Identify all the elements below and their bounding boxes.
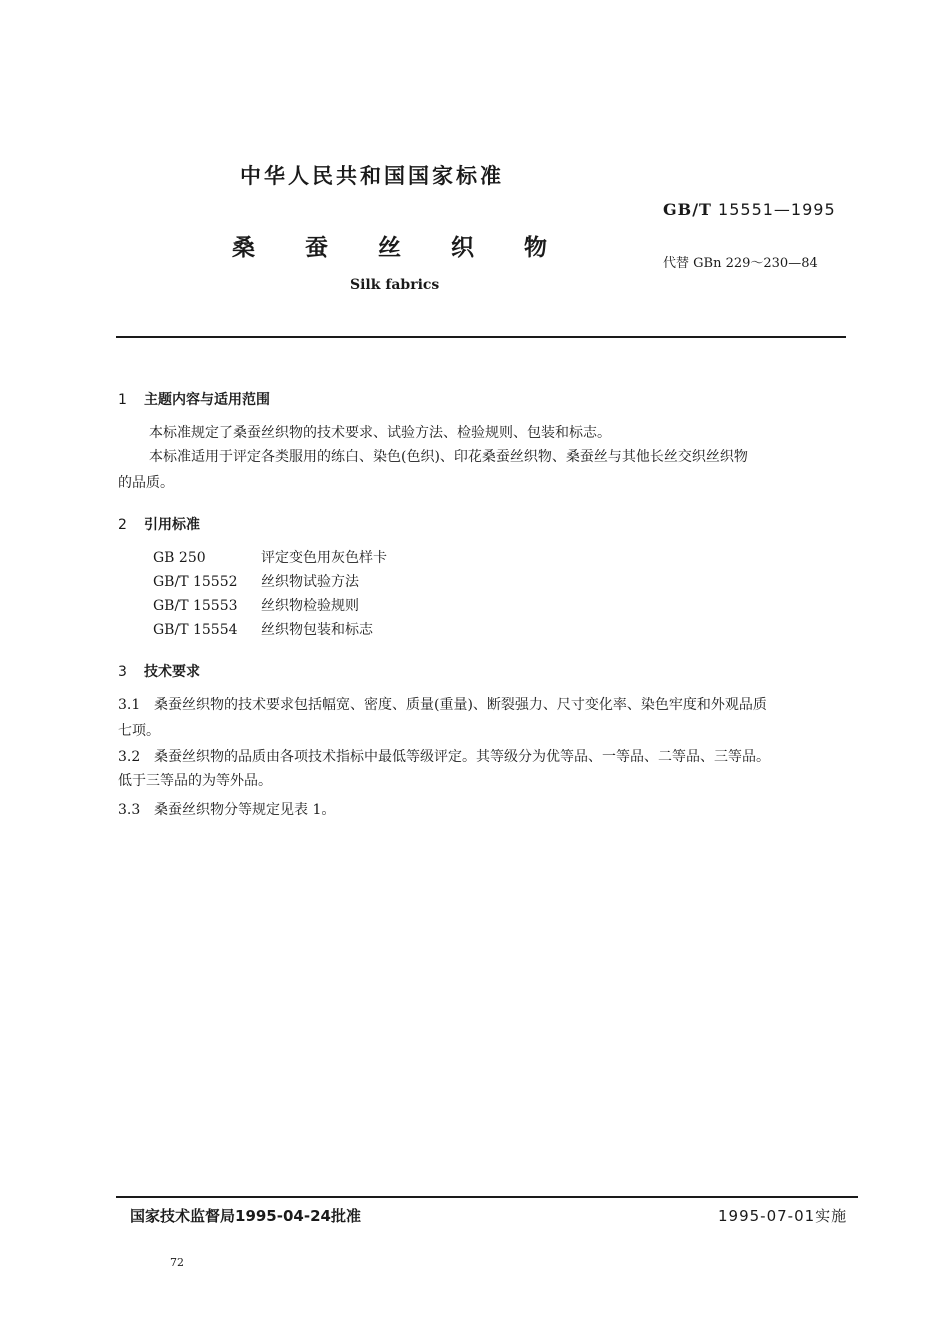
section-1-paragraph-2-continued: 的品质。 — [118, 475, 174, 491]
document-title-cn: 桑蚕丝织物 — [232, 235, 597, 261]
page-number: 72 — [170, 1256, 184, 1269]
footer-divider — [116, 1196, 858, 1198]
clause-number: 3.2 — [118, 749, 141, 765]
clause-number: 3.3 — [118, 802, 141, 818]
section-2-heading — [118, 514, 200, 534]
approval-statement: 国家技术监督局1995-04-24批准 — [130, 1207, 361, 1225]
section-3-heading — [118, 661, 200, 681]
reference-item — [153, 546, 387, 570]
reference-code: GB/T 15553 — [153, 598, 238, 614]
clause-text: 桑蚕丝织物的技术要求包括幅宽、密度、质量(重量)、断裂强力、尺寸变化率、染色牢度和外观品质 — [154, 697, 767, 713]
reference-name: 评定变色用灰色样卡 — [261, 550, 387, 566]
clause-number: 3.1 — [118, 697, 141, 713]
header-divider — [116, 336, 846, 338]
standard-prefix: GB/T — [663, 200, 712, 219]
reference-item — [153, 570, 387, 594]
section-1-heading — [118, 389, 270, 409]
clause-3-1-continued: 七项。 — [118, 723, 160, 739]
section-title: 引用标准 — [144, 517, 200, 533]
section-number: 3 — [118, 664, 127, 680]
replaces-standard: 代替 GBn 229～230—84 — [663, 256, 818, 271]
national-standard-title: 中华人民共和国国家标准 — [240, 164, 504, 188]
section-title: 技术要求 — [144, 664, 200, 680]
normative-references-list — [153, 546, 387, 642]
section-number: 2 — [118, 517, 127, 533]
reference-code: GB/T 15554 — [153, 622, 238, 638]
section-title: 主题内容与适用范围 — [144, 392, 270, 408]
clause-3-3 — [118, 796, 335, 824]
reference-name: 丝织物检验规则 — [261, 598, 359, 614]
clause-text: 桑蚕丝织物分等规定见表 1。 — [154, 802, 336, 818]
reference-item — [153, 618, 387, 642]
clause-text: 桑蚕丝织物的品质由各项技术指标中最低等级评定。其等级分为优等品、一等品、二等品、三等品。 — [154, 749, 770, 765]
standard-number — [663, 200, 836, 219]
section-1-paragraph-1: 本标准规定了桑蚕丝织物的技术要求、试验方法、检验规则、包装和标志。 — [149, 425, 611, 441]
implementation-date: 1995-07-01实施 — [718, 1207, 848, 1225]
reference-name: 丝织物包装和标志 — [261, 622, 373, 638]
standard-code: 15551—1995 — [718, 200, 836, 219]
section-number: 1 — [118, 392, 127, 408]
reference-name: 丝织物试验方法 — [261, 574, 359, 590]
reference-code: GB 250 — [153, 550, 206, 566]
reference-item — [153, 594, 387, 618]
clause-3-2-continued: 低于三等品的为等外品。 — [118, 773, 272, 789]
section-1-paragraph-2: 本标准适用于评定各类服用的练白、染色(色织)、印花桑蚕丝织物、桑蚕丝与其他长丝交织丝织物 — [149, 449, 748, 465]
reference-code: GB/T 15552 — [153, 574, 238, 590]
document-title-en: Silk fabrics — [350, 277, 440, 293]
clause-3-1 — [118, 691, 767, 719]
